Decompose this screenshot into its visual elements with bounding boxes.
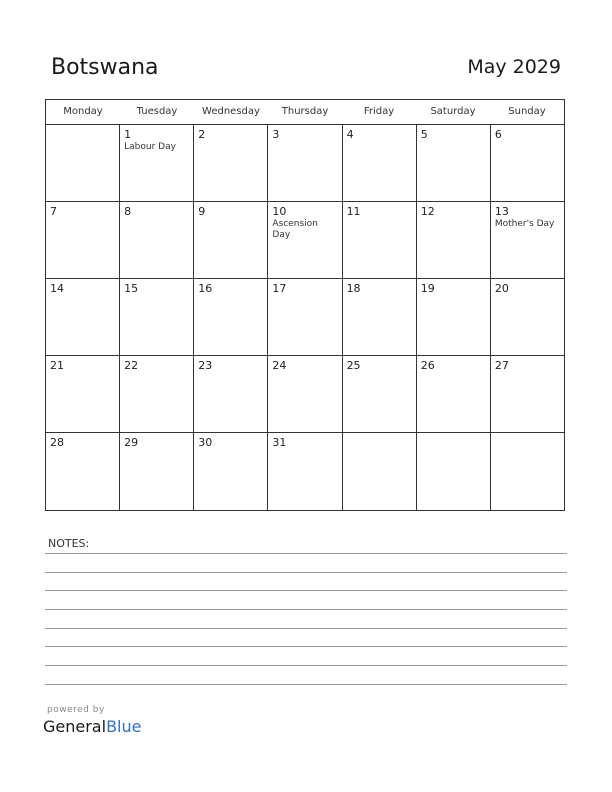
notes-line [45,572,567,573]
day-cell [194,356,268,432]
day-cell [46,433,120,510]
day-number: 24 [272,359,287,372]
day-number: 26 [420,359,435,372]
day-cell [120,433,194,510]
day-cell [194,202,268,278]
day-number: 1 [124,128,132,141]
day-number: 19 [420,282,435,295]
day-number: 21 [50,359,64,372]
day-cell [46,356,120,432]
day-number: 31 [272,436,287,449]
day-cell [417,202,491,278]
month-title: May 2029 [467,56,561,78]
generalblue-logo[interactable] [43,717,141,736]
weekday-wednesday: Wednesday [202,106,260,117]
weekday-saturday: Saturday [430,106,476,117]
day-number: 29 [124,436,139,449]
day-number: 13 [494,205,509,218]
day-cell [491,356,564,432]
brand-blue: Blue [106,717,142,736]
day-number: 9 [198,205,206,218]
notes-line [45,553,567,554]
day-cell [46,125,120,201]
day-cell [46,279,120,355]
day-number: 15 [124,282,139,295]
day-number: 18 [346,282,361,295]
day-number: 2 [198,128,206,141]
day-cell [46,202,120,278]
day-cell [194,279,268,355]
calendar-grid [45,99,565,511]
day-number: 28 [50,436,64,449]
day-cell [120,279,194,355]
notes-line [45,646,567,647]
day-number: 4 [346,128,354,141]
day-cell [120,356,194,432]
day-number: 14 [50,282,64,295]
day-cell [491,433,564,510]
day-number: 5 [420,128,428,141]
day-number: 20 [494,282,509,295]
day-cell [268,433,342,510]
calendar-week-row [46,356,564,433]
day-cell [120,202,194,278]
day-number: 11 [346,205,361,218]
day-cell [194,433,268,510]
calendar-week-row [46,279,564,356]
day-number: 7 [50,205,57,218]
day-number: 22 [124,359,139,372]
day-cell [343,125,417,201]
day-number: 16 [198,282,213,295]
day-cell [417,433,491,510]
day-number: 10 [272,205,287,218]
day-cell [268,202,342,278]
notes-label: NOTES: [48,537,90,550]
notes-line [45,590,567,591]
day-cell [268,125,342,201]
notes-line [45,665,567,666]
day-number: 27 [494,359,509,372]
day-number: 25 [346,359,361,372]
day-number: 30 [198,436,213,449]
holiday-label: Labour Day [124,142,176,152]
day-cell [491,125,564,201]
country-title: Botswana [51,55,159,80]
day-cell [343,279,417,355]
day-cell [417,279,491,355]
day-cell [120,125,194,201]
powered-by-text: powered by [47,705,105,715]
day-cell [343,433,417,510]
weekday-header-row [46,100,564,125]
notes-line [45,684,567,685]
day-cell [417,356,491,432]
day-cell [194,125,268,201]
day-cell [491,202,564,278]
day-cell [417,125,491,201]
weekday-monday: Monday [63,106,103,117]
notes-line [45,628,567,629]
weekday-sunday: Sunday [508,106,546,117]
day-cell [343,202,417,278]
day-number: 17 [272,282,287,295]
day-number: 3 [272,128,280,141]
weekday-thursday: Thursday [281,106,329,117]
holiday-label: Mother's Day [494,219,555,229]
calendar-week-row [46,433,564,510]
calendar-weeks [46,125,564,510]
brand-general: General [43,717,107,736]
day-cell [343,356,417,432]
calendar-week-row [46,202,564,279]
day-cell [491,279,564,355]
notes-line [45,609,567,610]
day-number: 8 [124,205,132,218]
day-number: 6 [494,128,502,141]
holiday-label: Ascension Day [272,219,318,240]
day-number: 23 [198,359,213,372]
day-cell [268,356,342,432]
day-cell [268,279,342,355]
weekday-tuesday: Tuesday [136,106,178,117]
calendar-week-row [46,125,564,202]
day-number: 12 [420,205,435,218]
weekday-friday: Friday [363,106,395,117]
